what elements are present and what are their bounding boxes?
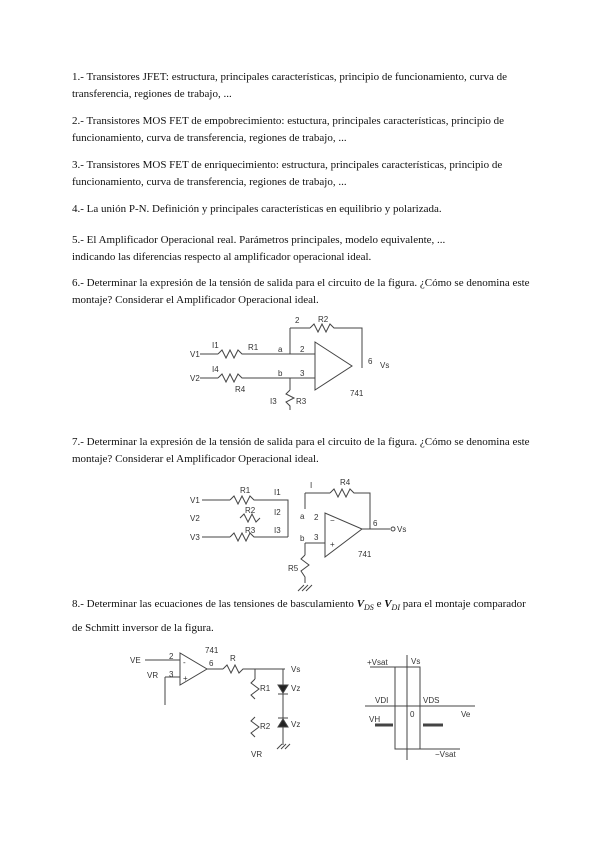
pin-6: 6 bbox=[209, 659, 214, 668]
chip-label: 741 bbox=[358, 550, 372, 559]
i-label: I bbox=[310, 481, 313, 490]
pin-2: 2 bbox=[314, 513, 319, 522]
node-a: a bbox=[278, 345, 283, 354]
v1-label: V1 bbox=[190, 496, 200, 505]
item-1: 1.- Transistores JFET: estructura, principales características, principio de funcionamiento, curva de transferencia, regiones de trabajo, ... bbox=[72, 71, 508, 100]
vr-input-label: VR bbox=[147, 671, 159, 680]
vsat-pos-label: +Vsat bbox=[367, 658, 388, 667]
r3-label: R3 bbox=[245, 526, 256, 535]
r1-label: R1 bbox=[260, 684, 271, 693]
ve-label: VE bbox=[130, 656, 141, 665]
vds-symbol: V bbox=[356, 598, 365, 610]
node-b: b bbox=[300, 534, 305, 543]
item-6: 6.- Determinar la expresión de la tensión de salida para el circuito de la figura. ¿Cómo se denomina este montaje? Considerar el Amplificador Operacional ideal. bbox=[72, 277, 530, 306]
figure-8-schmitt-circuit bbox=[125, 645, 305, 760]
pin-6: 6 bbox=[368, 357, 373, 366]
vsat-neg-label: −Vsat bbox=[435, 750, 456, 759]
r-label: R bbox=[230, 654, 236, 663]
vh-label: VH bbox=[369, 715, 381, 724]
item-7: 7.- Determinar la expresión de la tensión de salida para el circuito de la figura. ¿Cómo se denomina este montaje? Considerar el Amplificador Operacional ideal. bbox=[72, 436, 530, 465]
r2-label: R2 bbox=[318, 315, 329, 324]
pin-6: 6 bbox=[373, 519, 378, 528]
v3-label: V3 bbox=[190, 533, 200, 542]
r4-label: R4 bbox=[235, 385, 246, 394]
vz1-label: Vz bbox=[291, 684, 301, 693]
figure-7-circuit bbox=[190, 473, 410, 593]
i1-label: I1 bbox=[212, 341, 219, 350]
r4-label: R4 bbox=[340, 478, 351, 487]
r5-label: R5 bbox=[288, 564, 299, 573]
vs-label: Vs bbox=[291, 665, 301, 674]
plus-sign: + bbox=[183, 674, 188, 683]
vs-label: Vs bbox=[380, 361, 390, 370]
vdi-label: VDI bbox=[375, 696, 389, 705]
item-8-conj: e bbox=[373, 598, 385, 610]
pin-3: 3 bbox=[300, 369, 305, 378]
item-5 bbox=[72, 232, 532, 266]
vds-sub: DS bbox=[364, 603, 374, 613]
minus-sign: - bbox=[183, 658, 186, 667]
item-5-line2: indicando las diferencias respecto al amplificador operacional ideal. bbox=[72, 251, 372, 263]
pin-2: 2 bbox=[169, 652, 174, 661]
i2-label: 2 bbox=[295, 316, 300, 325]
item-8 bbox=[72, 594, 532, 638]
minus-sign: − bbox=[330, 516, 335, 525]
r1-label: R1 bbox=[240, 486, 251, 495]
ve-axis-label: Ve bbox=[461, 710, 471, 719]
item-3: 3.- Transistores MOS FET de enriquecimiento: estructura, principales características, principio de funcionamiento, curva de transferencia, regiones de trabajo, ... bbox=[72, 159, 503, 188]
pin-2: 2 bbox=[300, 345, 305, 354]
vr-label: VR bbox=[251, 750, 263, 759]
chip-label: 741 bbox=[205, 646, 219, 655]
pin-3: 3 bbox=[169, 670, 174, 679]
v2-label: V2 bbox=[190, 514, 200, 523]
i3-label: I3 bbox=[270, 397, 277, 406]
vdi-symbol: V bbox=[384, 598, 392, 610]
vds-label: VDS bbox=[423, 696, 440, 705]
r1-label: R1 bbox=[248, 343, 259, 352]
i2-label: I2 bbox=[274, 508, 281, 517]
v2-label: V2 bbox=[190, 374, 200, 383]
r3-label: R3 bbox=[296, 397, 307, 406]
item-4: 4.- La unión P-N. Definición y principales características en equilibrio y polarizada. bbox=[72, 203, 442, 215]
item-5-line1: 5.- El Amplificador Operacional real. Parámetros principales, modelo equivalente, ... bbox=[72, 234, 446, 246]
figure-8-hysteresis-graph bbox=[365, 655, 475, 760]
vz2-label: Vz bbox=[291, 720, 301, 729]
i4-label: I4 bbox=[212, 365, 219, 374]
item-8-text: 8.- Determinar las ecuaciones de las tensiones de basculamiento bbox=[72, 598, 357, 610]
node-a: a bbox=[300, 512, 305, 521]
chip-label: 741 bbox=[350, 389, 364, 398]
vdi-sub: DI bbox=[391, 603, 400, 613]
r2-label: R2 bbox=[260, 722, 271, 731]
pin-3: 3 bbox=[314, 533, 319, 542]
i1-label: I1 bbox=[274, 488, 281, 497]
origin-label: 0 bbox=[410, 710, 415, 719]
vs-axis-label: Vs bbox=[411, 657, 421, 666]
r2-label: R2 bbox=[245, 506, 256, 515]
vs-label: Vs bbox=[397, 525, 407, 534]
figure-6-circuit bbox=[190, 310, 400, 410]
v1-label: V1 bbox=[190, 350, 200, 359]
node-b: b bbox=[278, 369, 283, 378]
i3-label: I3 bbox=[274, 526, 281, 535]
item-2: 2.- Transistores MOS FET de empobrecimiento: estuctura, principales características, principio de funcionamiento, curva de transferencia, regiones de trabajo, ... bbox=[72, 115, 505, 144]
plus-sign: + bbox=[330, 540, 335, 549]
item-8-text-end: para el montaje comparador de Schmitt inversor de la figura. bbox=[72, 598, 526, 635]
